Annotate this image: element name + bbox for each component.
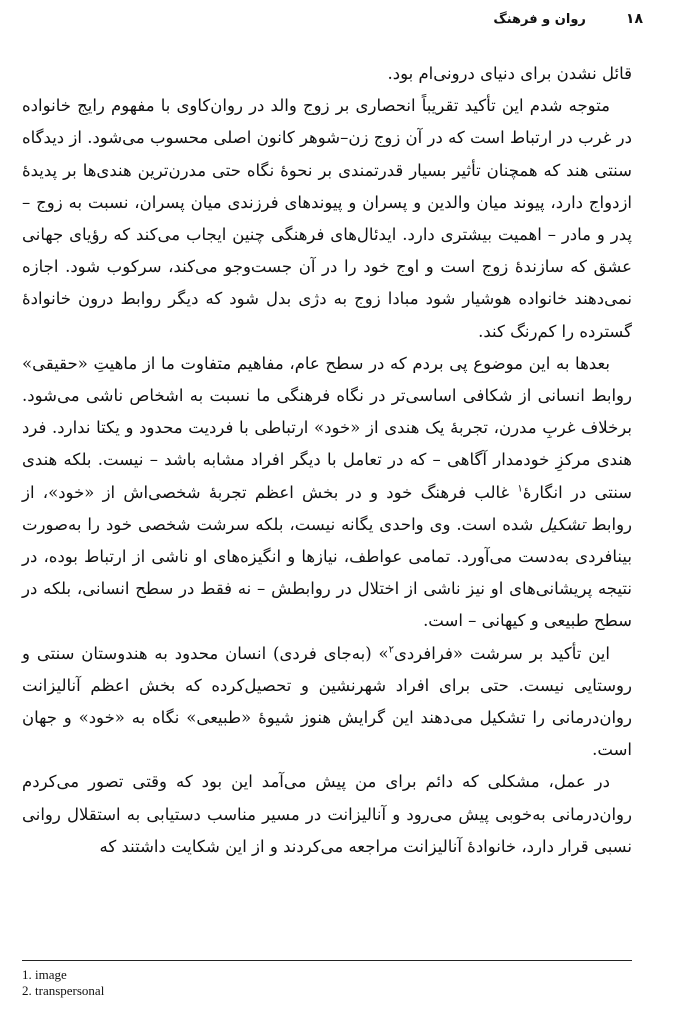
emphasis-word: تشکیل: [539, 514, 586, 534]
footnote-ref-2[interactable]: ۲: [388, 644, 394, 656]
paragraph: [22, 638, 632, 767]
footnote-2: 2. transpersonal: [22, 983, 105, 998]
paragraph-segment: غالب فرهنگ خود و در بخش اعظم تجربهٔ شخصی‌اش از «خود»، از روابط: [22, 482, 633, 534]
footnote-1: 1. image: [22, 967, 67, 982]
paragraph: قائل نشدن برای دنیای درونی‌ام بود.: [387, 64, 632, 83]
paragraph-segment: این تأکید بر سرشت «فرافردی: [394, 643, 610, 663]
running-header: [22, 8, 643, 30]
paragraph-segment: بعدها به این موضوع پی بردم که در سطح عام، مفاهیم متفاوت ما از ماهیتِ «حقیقی» روابط انسانی از شکافی اساسی‌تر در نگاه فرهنگی ما نسبت به اشخاص ناشی می‌شود. برخلاف غربِ مدرن، تجربهٔ یک هندی از «خود» ارتباطی با فردیت محدود و یکتا ندارد. فرد هندی مرکزِ خودمدار آگاهی – که در تعامل با دیگر افراد مشابه باشد – نیست. بلکه هندی سنتی در انگارهٔ: [22, 353, 632, 502]
body-text: [22, 58, 632, 863]
paragraph: [22, 348, 632, 638]
paragraph: متوجه شدم این تأکید تقریباً انحصاری بر زوج والد در روان‌کاوی با مفهوم رایج خانواده در غرب در ارتباط است که در آن زوج زن–شوهر کانون اصلی محسوب می‌شود. از دیدگاه سنتی هند که همچنان تأثیر بسیار قدرتمندی بر نحوهٔ نگاه حتی مدرن‌ترین هندی‌ها بر پدیدهٔ ازدواج دارد، پیوند میان والدین و پسران و پیوندهای فرزندی میان پسران، نسبت به زوج – پدر و مادر – اهمیت بیشتری دارد. ایدئال‌های فرهنگی چنین ایجاب می‌کند که رؤیای جهانی عشق که سازندهٔ زوج است و اوج خود را در آن جست‌وجو می‌کند، سرکوب شود. اجازه نمی‌دهند خانواده هوشیار شود مبادا زوج به دژی بدل شود که دیگر روابط درون خانوادهٔ گسترده را کم‌رنگ کند.: [22, 96, 632, 341]
paragraph: در عمل، مشکلی که دائم برای من پیش می‌آمد این بود که وقتی تصور می‌کردم روان‌درمانی به‌خوبی پیش می‌رود و آنالیزانت در مسیر مناسب دستیابی به استقلال روانی نسبی قرار دارد، خانوادهٔ آنالیزانت مراجعه می‌کردند و از این شکایت داشتند که: [22, 772, 632, 856]
paragraph-segment: شده است. وی واحدی یگانه نیست، بلکه سرشت شخصی خود را به‌صورت بینافردی به‌دست می‌آورد. تمامی عواطف، نیازها و انگیزه‌های او ناشی از ارتباط بوده، در نتیجه پریشانی‌های او نیز ناشی از اختلال در روابطش – نه فقط در سطح انسانی، بلکه در سطح طبیعی و کیهانی – است.: [22, 514, 632, 631]
running-title: روان و فرهنگ: [493, 11, 586, 27]
footnote-ref-1[interactable]: ۱: [517, 483, 523, 495]
footnotes: [22, 967, 104, 999]
footnote-divider: [22, 960, 632, 961]
paragraph-segment: » (به‌جای فردی) انسان محدود به هندوستان سنتی و روستایی نیست. حتی برای افراد شهرنشین و تحصیل‌کرده که بخش اعظم آنالیزانت روان‌درمانی را تشکیل می‌دهند این گرایش هنوز شیوهٔ «طبیعی» نگاه به «خود» و جهان است.: [22, 643, 632, 760]
page-number: ۱۸: [625, 11, 643, 27]
